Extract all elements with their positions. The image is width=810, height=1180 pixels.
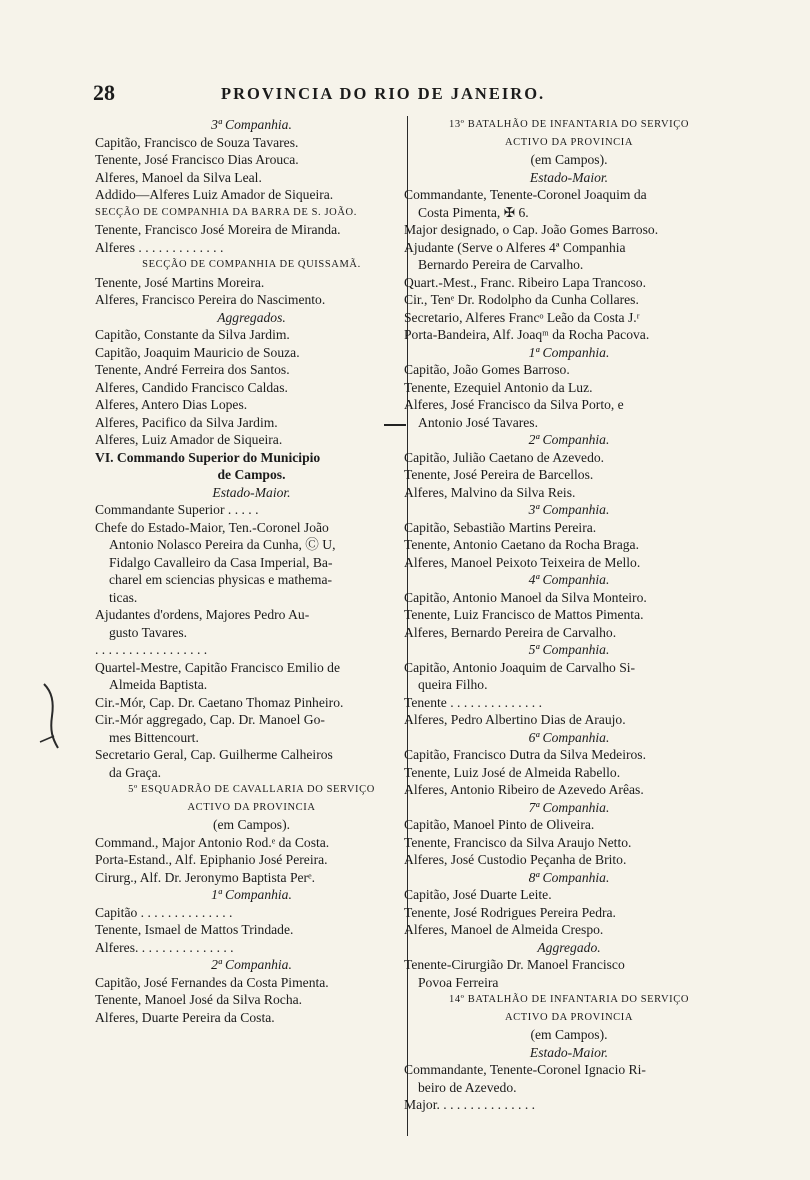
right-col-line-50: 14º BATALHÃO DE INFANTARIA DO SERVIÇO	[448, 994, 690, 1005]
right-col-line-38: Alferes, Antonio Ribeiro de Azevedo Arêas.	[404, 782, 644, 797]
right-col-line-4: Commandante, Tenente-Coronel Joaquim da	[404, 187, 647, 202]
left-col-line-51: Alferes, Duarte Pereira da Costa.	[95, 1009, 275, 1025]
left-col-line-36: Secretario Geral, Cap. Guilherme Calheiros	[95, 747, 333, 762]
right-col-line-11: Secretario, Alferes Francᵒ Leão da Costa J.ʳ	[404, 309, 640, 325]
left-col-line-44: 1ª Companhia.	[211, 887, 292, 902]
right-col-line-19: Capitão, Julião Caetano de Azevedo.	[404, 449, 605, 465]
right-col-line-26: 4ª Companhia.	[528, 572, 610, 587]
right-col-line-15: Tenente, Ezequiel Antonio da Luz.	[404, 379, 593, 395]
right-col-line-36: Capitão, Francisco Dutra da Silva Medeiros.	[404, 747, 646, 762]
right-col-line-39: 7ª Companhia.	[528, 799, 610, 815]
left-col-line-43: Cirurg., Alf. Dr. Jeronymo Baptista Perᵉ.	[95, 869, 315, 885]
right-col-line-5: Costa Pimenta, ✠ 6.	[418, 204, 529, 220]
left-col-line-31: Quartel-Mestre, Capitão Francisco Emilio de	[95, 659, 340, 675]
right-col-line-42: Alferes, José Custodio Peçanha de Brito.	[404, 852, 627, 867]
margin-bracket-mark	[38, 682, 68, 752]
left-col-line-47: Alferes. . . . . . . . . . . . . . .	[95, 939, 234, 955]
right-col-line-28: Tenente, Luiz Francisco de Mattos Pimenta.	[404, 607, 644, 622]
right-col-line-41: Tenente, Francisco da Silva Araujo Netto.	[404, 834, 632, 850]
left-col-line-27: ticas.	[109, 589, 138, 605]
left-col-line-39: ACTIVO DA PROVINCIA	[187, 801, 316, 813]
left-col-line-12: Capitão, Constante da Silva Jardim.	[95, 327, 290, 342]
left-col-line-48: 2ª Companhia.	[211, 957, 292, 972]
margin-dash-mark	[384, 424, 406, 426]
right-col-line-56: Major. . . . . . . . . . . . . . .	[404, 1097, 536, 1112]
right-column	[404, 116, 734, 1114]
right-col-line-34: Alferes, Pedro Albertino Dias de Araujo.	[404, 712, 626, 727]
left-col-line-2: Tenente, José Francisco Dias Arouca.	[95, 152, 299, 167]
left-col-line-37: da Graça.	[109, 764, 162, 780]
left-col-line-33: Cir.-Mór, Cap. Dr. Caetano Thomaz Pinheiro.	[95, 694, 344, 710]
left-col-line-46: Tenente, Ismael de Mattos Trindade.	[95, 922, 294, 937]
left-col-line-6: Tenente, Francisco José Moreira de Miranda.	[95, 222, 341, 237]
left-col-line-38: 5º ESQUADRÃO DE CAVALLARIA DO SERVIÇO	[128, 784, 375, 795]
left-col-line-25: Fidalgo Cavalleiro da Casa Imperial, Ba-	[109, 554, 333, 570]
left-col-line-40: (em Campos).	[212, 817, 291, 832]
right-col-line-55: beiro de Azevedo.	[418, 1079, 517, 1095]
right-col-line-12: Porta-Bandeira, Alf. Joaqᵐ da Rocha Pacova.	[404, 327, 650, 342]
left-col-line-8: SECÇÃO DE COMPANHIA DE QUISSAMÃ.	[142, 259, 361, 270]
left-col-line-29: gusto Tavares.	[109, 624, 188, 640]
right-col-line-2: (em Campos).	[530, 152, 608, 167]
left-col-line-7: Alferes . . . . . . . . . . . . .	[95, 239, 224, 255]
right-col-line-8: Bernardo Pereira de Carvalho.	[418, 257, 584, 272]
right-col-line-46: Alferes, Manoel de Almeida Crespo.	[404, 922, 604, 937]
right-col-line-6: Major designado, o Cap. João Gomes Barroso.	[404, 222, 659, 237]
right-col-line-32: queira Filho.	[418, 677, 488, 692]
left-col-line-4: Addido—Alferes Luiz Amador de Siqueira.	[95, 187, 334, 202]
left-col-line-16: Alferes, Antero Dias Lopes.	[95, 397, 248, 412]
right-col-line-29: Alferes, Bernardo Pereira de Carvalho.	[404, 624, 617, 640]
left-col-line-5: SECÇÃO DE COMPANHIA DA BARRA DE S. JOÃO.	[95, 206, 357, 218]
right-col-line-21: Alferes, Malvino da Silva Reis.	[404, 484, 576, 500]
left-col-line-21: Estado-Maior.	[212, 484, 291, 500]
left-col-line-50: Tenente, Manoel José da Silva Rocha.	[95, 992, 303, 1007]
right-col-line-16: Alferes, José Francisco da Silva Porto, e	[404, 397, 624, 412]
right-col-line-13: 1ª Companhia.	[528, 344, 610, 360]
right-col-line-20: Tenente, José Pereira de Barcellos.	[404, 467, 594, 482]
left-col-line-1: Capitão, Francisco de Souza Tavares.	[95, 134, 299, 150]
right-col-line-48: Tenente-Cirurgião Dr. Manoel Francisco	[404, 957, 625, 972]
left-col-line-0: 3ª Companhia.	[211, 117, 292, 132]
left-col-line-49: Capitão, José Fernandes da Costa Pimenta.	[95, 974, 329, 990]
left-col-line-14: Tenente, André Ferreira dos Santos.	[95, 362, 290, 377]
left-col-line-32: Almeida Baptista.	[109, 677, 208, 692]
right-col-line-44: Capitão, José Duarte Leite.	[404, 887, 552, 902]
left-col-line-24: Antonio Nolasco Pereira da Cunha, Ⓒ U,	[109, 537, 336, 552]
right-col-line-14: Capitão, João Gomes Barroso.	[404, 362, 570, 377]
page-number: 28	[93, 80, 115, 105]
right-col-line-45: Tenente, José Rodrigues Pereira Pedra.	[404, 904, 616, 920]
right-col-line-37: Tenente, Luiz José de Almeida Rabello.	[404, 764, 621, 780]
right-col-line-47: Aggregado.	[537, 939, 601, 955]
left-col-line-9: Tenente, José Martins Moreira.	[95, 274, 265, 290]
left-col-line-19: VI. Commando Superior do Municipio	[95, 449, 321, 465]
right-col-line-52: (em Campos).	[530, 1027, 608, 1042]
left-col-line-30: . . . . . . . . . . . . . . . . .	[95, 642, 208, 657]
right-col-line-18: 2ª Companhia.	[528, 432, 610, 447]
right-col-line-24: Tenente, Antonio Caetano da Rocha Braga.	[404, 537, 639, 552]
left-col-line-42: Porta-Estand., Alf. Epiphanio José Pereira.	[95, 852, 328, 867]
left-col-line-41: Command., Major Antonio Rod.ᵉ da Costa.	[95, 834, 330, 850]
right-col-line-49: Povoa Ferreira	[418, 974, 499, 990]
right-col-line-7: Ajudante (Serve o Alferes 4ª Companhia	[404, 239, 626, 255]
right-col-line-53: Estado-Maior.	[529, 1044, 609, 1060]
right-col-line-35: 6ª Companhia.	[528, 729, 610, 745]
left-col-line-10: Alferes, Francisco Pereira do Nascimento.	[95, 292, 326, 307]
left-col-line-26: charel em sciencias physicas e mathema-	[109, 572, 333, 587]
right-col-line-43: 8ª Companhia.	[528, 869, 610, 885]
running-head-title: PROVINCIA DO RIO DE JANEIRO.	[221, 84, 546, 103]
right-col-line-54: Commandante, Tenente-Coronel Ignacio Ri-	[404, 1062, 646, 1077]
left-col-line-17: Alferes, Pacifico da Silva Jardim.	[95, 414, 278, 430]
right-col-line-3: Estado-Maior.	[529, 169, 609, 185]
left-col-line-11: Aggregados.	[217, 309, 286, 325]
left-col-line-35: mes Bittencourt.	[109, 729, 199, 745]
right-col-line-23: Capitão, Sebastião Martins Pereira.	[404, 519, 597, 535]
right-col-line-10: Cir., Tenᵉ Dr. Rodolpho da Cunha Collares.	[404, 292, 639, 307]
left-column	[95, 116, 408, 1026]
right-col-line-25: Alferes, Manoel Peixoto Teixeira de Mello.	[404, 554, 641, 570]
right-col-line-17: Antonio José Tavares.	[418, 414, 538, 430]
right-col-line-1: ACTIVO DA PROVINCIA	[504, 136, 634, 148]
right-col-line-51: ACTIVO DA PROVINCIA	[504, 1011, 634, 1023]
left-col-line-45: Capitão . . . . . . . . . . . . . .	[95, 904, 233, 920]
right-col-line-30: 5ª Companhia.	[528, 642, 610, 657]
left-col-line-15: Alferes, Candido Francisco Caldas.	[95, 379, 288, 395]
right-col-line-31: Capitão, Antonio Joaquim de Carvalho Si-	[404, 659, 636, 675]
right-col-line-27: Capitão, Antonio Manoel da Silva Monteiro.	[404, 589, 647, 605]
left-col-line-22: Commandante Superior . . . . .	[95, 502, 259, 517]
left-col-line-13: Capitão, Joaquim Mauricio de Souza.	[95, 344, 300, 360]
left-col-line-18: Alferes, Luiz Amador de Siqueira.	[95, 432, 283, 447]
left-col-line-3: Alferes, Manoel da Silva Leal.	[95, 169, 262, 185]
page-header	[93, 80, 733, 110]
left-col-line-23: Chefe do Estado-Maior, Ten.-Coronel João	[95, 519, 329, 535]
right-col-line-33: Tenente . . . . . . . . . . . . . .	[404, 694, 542, 710]
left-col-line-20: de Campos.	[217, 467, 286, 482]
left-col-line-28: Ajudantes d'ordens, Majores Pedro Au-	[95, 607, 310, 622]
right-col-line-9: Quart.-Mest., Franc. Ribeiro Lapa Trancoso.	[404, 274, 646, 290]
right-col-line-0: 13º BATALHÃO DE INFANTARIA DO SERVIÇO	[448, 119, 690, 130]
right-col-line-40: Capitão, Manoel Pinto de Oliveira.	[404, 817, 595, 832]
right-col-line-22: 3ª Companhia.	[528, 502, 610, 517]
left-col-line-34: Cir.-Mór aggregado, Cap. Dr. Manoel Go-	[95, 712, 325, 727]
